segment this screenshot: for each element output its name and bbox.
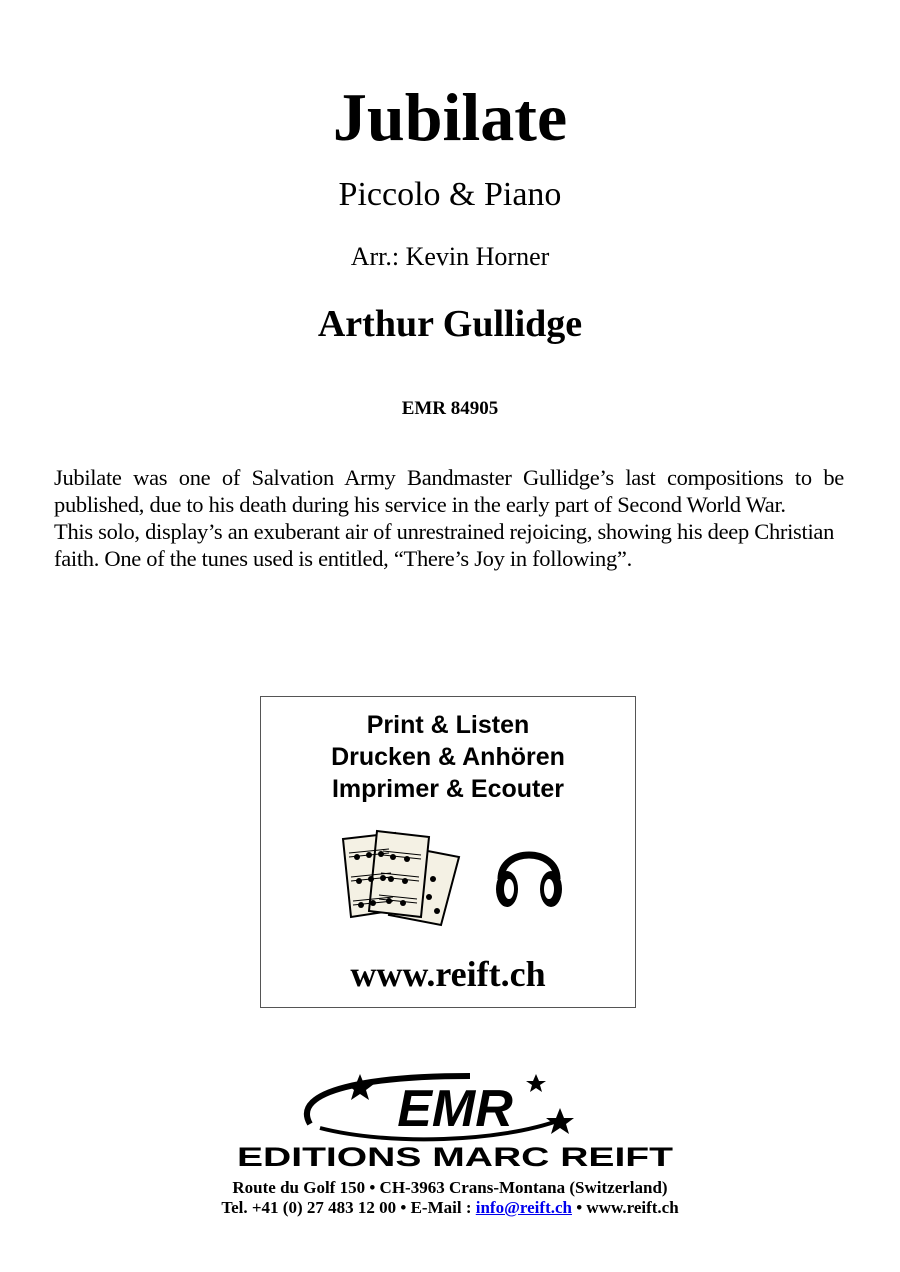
score-title: Jubilate: [332, 79, 568, 155]
description-paragraph-1: Jubilate was one of Salvation Army Bandmaster Gullidge’s last compositions to be published, due to his death during his service in the early part of Second World War.: [54, 465, 844, 517]
catalog-number: EMR 84905: [401, 398, 499, 419]
publisher-name: EDITIONS MARC REIFT: [237, 1142, 674, 1170]
description: [54, 464, 844, 572]
promo-line-english: Print & Listen: [366, 711, 530, 739]
promo-line-french: Imprimer & Ecouter: [331, 775, 564, 803]
composer: Arthur Gullidge: [317, 303, 583, 345]
contact-web[interactable]: • www.reift.ch: [571, 1198, 679, 1217]
description-paragraph-2: This solo, display’s an exuberant air of unrestrained rejoicing, showing his deep Christian faith. One of the tunes used is entitled, “There’s Joy in following”.: [54, 519, 835, 571]
headphones-icon: [493, 835, 565, 913]
publisher-address: Route du Golf 150 • CH-3963 Crans-Montana (Switzerland): [232, 1178, 668, 1197]
sheet-music-icon: [337, 827, 467, 927]
email-link[interactable]: info@reift.ch: [475, 1198, 572, 1217]
promo-url[interactable]: www.reift.ch: [350, 954, 546, 994]
print-listen-box: [260, 696, 636, 1008]
promo-line-german: Drucken & Anhören: [331, 743, 565, 771]
instrumentation: Piccolo & Piano: [338, 176, 562, 213]
emr-logo-text: EMR: [397, 1080, 513, 1138]
publisher-contact: [0, 1198, 900, 1218]
emr-logo: [230, 1070, 680, 1170]
arranger: Arr.: Kevin Horner: [350, 242, 550, 271]
contact-phone: Tel. +41 (0) 27 483 12 00 • E-Mail :: [221, 1198, 476, 1217]
